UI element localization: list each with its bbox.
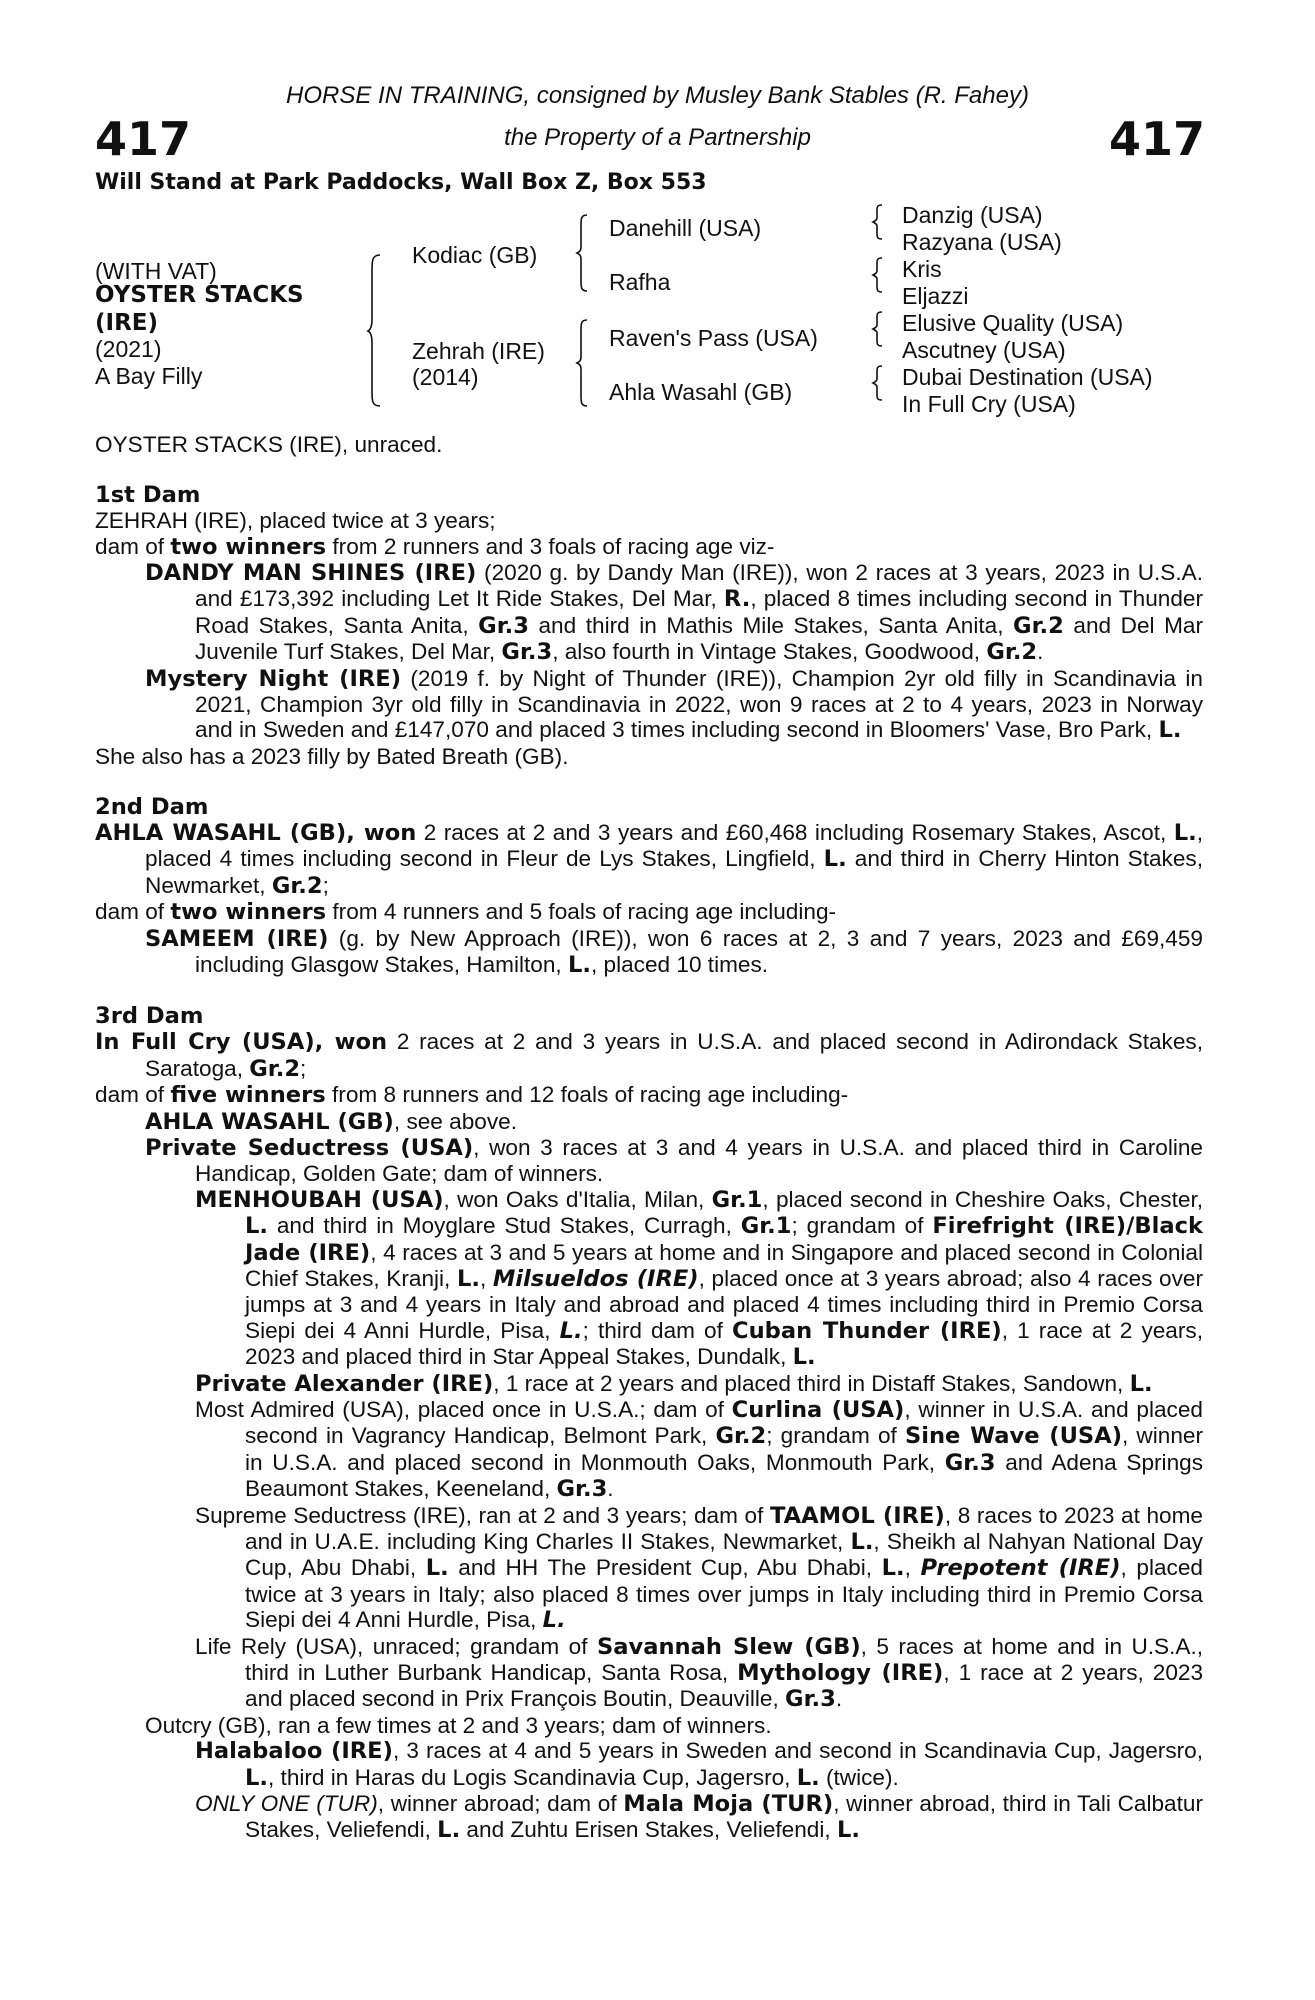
horse-country: (IRE) (95, 310, 159, 336)
lot-number-left: 417 (95, 112, 192, 166)
horse-year: (2021) (95, 336, 162, 362)
third-dam-record: In Full Cry (USA), won 2 races at 2 and 3 years in U.S.A. and placed second in Adirondack Stakes, Saratoga, Gr.2; (95, 1029, 1203, 1082)
catalogue-body (95, 432, 1203, 1844)
pedigree-dss: Elusive Quality (USA) (902, 310, 1124, 336)
pedigree-bracket-sd (872, 256, 886, 294)
third-dam-produce-line: dam of five winners from 8 runners and 12 foals of racing age including- (95, 1082, 849, 1109)
pedigree-sss: Danzig (USA) (902, 202, 1043, 228)
progeny-halabaloo: Halabaloo (IRE), 3 races at 4 and 5 years in Sweden and second in Scandinavia Cup, Jagersro, L., third in Haras du Logis Scandinavia Cup, Jagersro, L. (twice). (195, 1738, 1203, 1791)
progeny-sameem: SAMEEM (IRE) (g. by New Approach (IRE)), won 6 races at 2, 3 and 7 years, 2023 and £69,459 including Glasgow Stakes, Hamilton, L., placed 10 times. (145, 925, 1203, 979)
lot-number-right: 417 (1108, 112, 1205, 166)
pedigree-dam-sire: Raven's Pass (USA) (609, 325, 818, 351)
progeny-menhoubah: MENHOUBAH (USA), won Oaks d'Italia, Milan, Gr.1, placed second in Cheshire Oaks, Chester, L. and third in Moyglare Stud Stakes, Curragh, Gr.1; grandam of Firefright (IRE)/Black Jade (IRE), 4 races at 3 and 5 years at home and in Singapore and placed second in Colonial Chief Stakes, Kranji, L., Milsueldos (IRE), placed once at 3 years abroad; also 4 races over jumps at 3 and 4 years in Italy and abroad and placed 4 times including third in Premio Corsa Siepi dei 4 Anni Hurdle, Pisa, L.; third dam of Cuban Thunder (IRE), 1 race at 2 years, 2023 and placed third in Star Appeal Stakes, Dundalk, L. (195, 1186, 1204, 1371)
first-dam-heading: 1st Dam (95, 481, 201, 508)
first-dam-produce-line: dam of two winners from 2 runners and 3 foals of racing age viz- (95, 533, 775, 560)
progeny-supreme-seductress: Supreme Seductress (IRE), ran at 2 and 3 years; dam of TAAMOL (IRE), 8 races to 2023 at home and in U.A.E. including King Charles II Stakes, Newmarket, L., Sheikh al Nahyan National Day Cup, Abu Dhabi, L. and HH The President Cup, Abu Dhabi, L., Prepotent (IRE), placed twice at 3 years in Italy; also placed 8 times over jumps in Italy including third in Premio Corsa Siepi dei 4 Anni Hurdle, Pisa, L. (195, 1502, 1203, 1634)
second-dam-record: AHLA WASAHL (GB), won 2 races at 2 and 3 years and £60,468 including Rosemary Stakes, Ascot, L., placed 4 times including second in Fleur de Lys Stakes, Lingfield, L. and third in Cherry Hinton Stakes, Newmarket, Gr.2; (95, 820, 1203, 899)
pedigree-bracket-ds (872, 310, 886, 348)
second-dam-heading: 2nd Dam (95, 793, 209, 820)
owner-line: the Property of a Partnership (504, 124, 811, 151)
pedigree-dsd: Ascutney (USA) (902, 337, 1066, 363)
progeny-private-seductress: Private Seductress (USA), won 3 races at 3 and 4 years in U.S.A. and placed third in Caroline Handicap, Golden Gate; dam of winners. (145, 1134, 1203, 1187)
pedigree-bracket-dam (577, 318, 591, 408)
horse-description: A Bay Filly (95, 363, 203, 389)
pedigree-dds: Dubai Destination (USA) (902, 364, 1153, 390)
pedigree-sdd: Eljazzi (902, 283, 969, 309)
pedigree-bracket-ss (872, 203, 886, 241)
progeny-outcry: Outcry (GB), ran a few times at 2 and 3 years; dam of winners. (145, 1712, 772, 1738)
pedigree-sire: Kodiac (GB) (412, 242, 538, 268)
second-dam-produce-line: dam of two winners from 4 runners and 5 foals of racing age including- (95, 899, 837, 926)
first-dam-also: She also has a 2023 filly by Bated Breath (GB). (95, 743, 569, 769)
pedigree-dam-dam: Ahla Wasahl (GB) (609, 379, 793, 405)
progeny-ahla-wasahl: AHLA WASAHL (GB), see above. (145, 1108, 517, 1135)
first-dam-line: ZEHRAH (IRE), placed twice at 3 years; (95, 508, 496, 534)
progeny-private-alexander: Private Alexander (IRE), 1 race at 2 years and placed third in Distaff Stakes, Sandown, L. (195, 1370, 1153, 1397)
horse-name: OYSTER STACKS (95, 282, 304, 308)
pedigree-sds: Kris (902, 256, 942, 282)
progeny-most-admired: Most Admired (USA), placed once in U.S.A.; dam of Curlina (USA), winner in U.S.A. and placed second in Vagrancy Handicap, Belmont Park, Gr.2; grandam of Sine Wave (USA), winner in U.S.A. and placed second in Monmouth Oaks, Monmouth Park, Gr.3 and Adena Springs Beaumont Stakes, Keeneland, Gr.3. (195, 1396, 1203, 1503)
progeny-dandy-man-shines: DANDY MAN SHINES (IRE) (2020 g. by Dandy Man (IRE)), won 2 races at 3 years, 2023 in U.S.A. and £173,392 including Let It Ride Stakes, Del Mar, R., placed 8 times including second in Thunder Road Stakes, Santa Anita, Gr.3 and third in Mathis Mile Stakes, Santa Anita, Gr.2 and Del Mar Juvenile Turf Stakes, Del Mar, Gr.3, also fourth in Vintage Stakes, Goodwood, Gr.2. (145, 560, 1204, 666)
pedigree-dam: Zehrah (IRE) (412, 338, 545, 364)
progeny-only-one: ONLY ONE (TUR), winner abroad; dam of Mala Moja (TUR), winner abroad, third in Tali Calbatur Stakes, Veliefendi, L. and Zuhtu Erisen Stakes, Veliefendi, L. (195, 1791, 1203, 1844)
stand-location: Will Stand at Park Paddocks, Wall Box Z, Box 553 (95, 170, 707, 195)
consignor-line: HORSE IN TRAINING, consigned by Musley Bank Stables (R. Fahey) (286, 82, 1029, 109)
progeny-life-rely: Life Rely (USA), unraced; grandam of Savannah Slew (GB), 5 races at home and in U.S.A., third in Luther Burbank Handicap, Santa Rosa, Mythology (IRE), 1 race at 2 years, 2023 and placed second in Prix François Boutin, Deauville, Gr.3. (195, 1633, 1204, 1713)
progeny-mystery-night: Mystery Night (IRE) (2019 f. by Night of Thunder (IRE)), Champion 2yr old filly in Scandinavia in 2021, Champion 3yr old filly in Scandinavia in 2022, won 9 races at 2 to 4 years, 2023 in Norway and in Sweden and £147,070 and placed 3 times including second in Bloomers' Vase, Bro Park, L. (145, 665, 1203, 744)
pedigree-bracket-dd (872, 364, 886, 402)
vat-note: (WITH VAT) (95, 258, 217, 284)
pedigree-ssd: Razyana (USA) (902, 229, 1062, 255)
third-dam-heading: 3rd Dam (95, 1002, 204, 1029)
pedigree-bracket-parents (368, 253, 384, 408)
pedigree-sire-dam: Rafha (609, 269, 671, 295)
pedigree-sire-sire: Danehill (USA) (609, 215, 762, 241)
pedigree-dam-year: (2014) (412, 364, 479, 390)
summary-line: OYSTER STACKS (IRE), unraced. (95, 432, 443, 457)
pedigree-ddd: In Full Cry (USA) (902, 391, 1076, 417)
pedigree-bracket-sire (577, 213, 591, 293)
